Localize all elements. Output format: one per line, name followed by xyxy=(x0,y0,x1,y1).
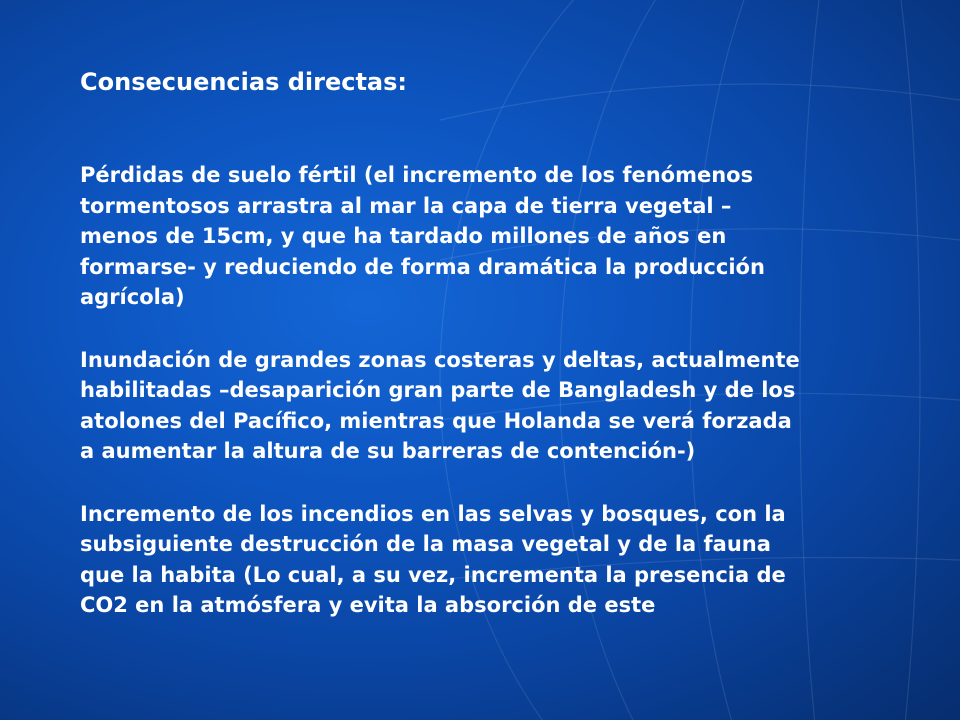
text-line: que la habita (Lo cual, a su vez, incrementa la presencia de xyxy=(80,562,786,587)
text-line: tormentosos arrastra al mar la capa de tierra vegetal – xyxy=(80,193,732,218)
text-line: a aumentar la altura de su barreras de contención-) xyxy=(80,439,696,463)
text-line: agrícola) xyxy=(80,285,185,309)
slide-body xyxy=(80,160,900,653)
text-line: formarse- y reduciendo de forma dramática la producción xyxy=(80,254,765,279)
paragraph-soil-loss xyxy=(80,160,900,313)
text-line: Incremento de los incendios en las selvas y bosques, con la xyxy=(80,501,786,526)
text-line: Pérdidas de suelo fértil (el incremento de los fenómenos xyxy=(80,163,754,187)
paragraph-fires xyxy=(80,499,900,621)
paragraph-flooding xyxy=(80,345,900,467)
text-line: CO2 en la atmósfera y evita la absorción de este xyxy=(80,593,656,617)
text-line: atolones del Pacífico, mientras que Holanda se verá forzada xyxy=(80,408,792,433)
text-line: Inundación de grandes zonas costeras y deltas, actualmente xyxy=(80,347,800,372)
slide-title: Consecuencias directas: xyxy=(80,68,408,96)
text-line: menos de 15cm, y que ha tardado millones de años en xyxy=(80,224,727,248)
text-line: subsiguiente destrucción de la masa vegetal y de la fauna xyxy=(80,532,771,556)
text-line: habilitadas –desaparición gran parte de Bangladesh y de los xyxy=(80,378,796,402)
